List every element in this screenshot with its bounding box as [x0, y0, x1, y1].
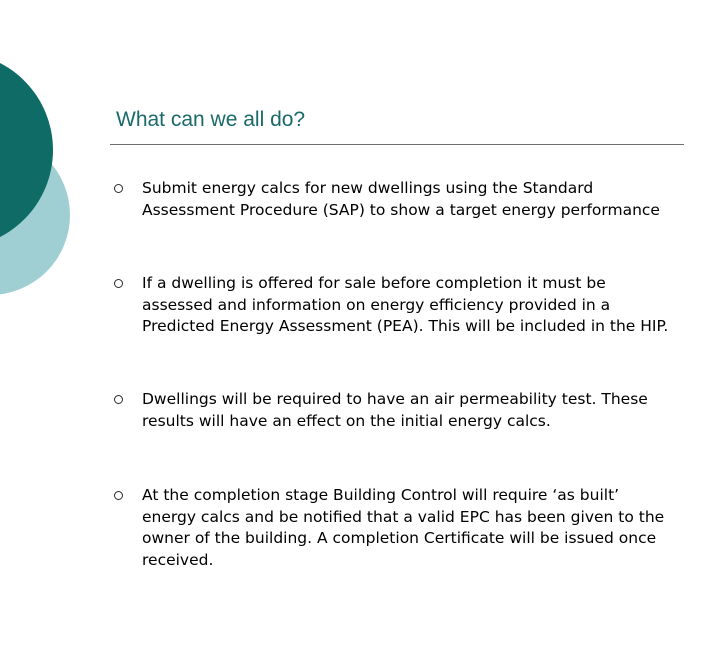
- bullet-text: If a dwelling is offered for sale before completion it must be assessed and information on energy efficiency provided in a Predicted Energy Assessment (PEA). This will be included in the HIP.: [142, 274, 669, 336]
- slide-title: What can we all do?: [116, 108, 306, 131]
- bullet-item: [114, 485, 674, 572]
- bullet-text: At the completion stage Building Control will require ‘as built’ energy calcs and be notified that a valid EPC has been given to the owner of the building. A completion Certificate will be issued once received.: [142, 486, 665, 570]
- hollow-circle-bullet-icon: [114, 491, 123, 500]
- bullet-item: [114, 273, 674, 338]
- bullet-item: [114, 389, 674, 432]
- decorative-circles: [0, 0, 80, 360]
- hollow-circle-bullet-icon: [114, 279, 123, 288]
- title-divider: [110, 144, 684, 145]
- hollow-circle-bullet-icon: [114, 395, 123, 404]
- hollow-circle-bullet-icon: [114, 184, 123, 193]
- bullet-text: Dwellings will be required to have an air permeability test. These results will have an effect on the initial energy calcs.: [142, 390, 648, 430]
- bullet-text: Submit energy calcs for new dwellings using the Standard Assessment Procedure (SAP) to show a target energy performance: [142, 179, 660, 219]
- bullet-item: [114, 178, 674, 221]
